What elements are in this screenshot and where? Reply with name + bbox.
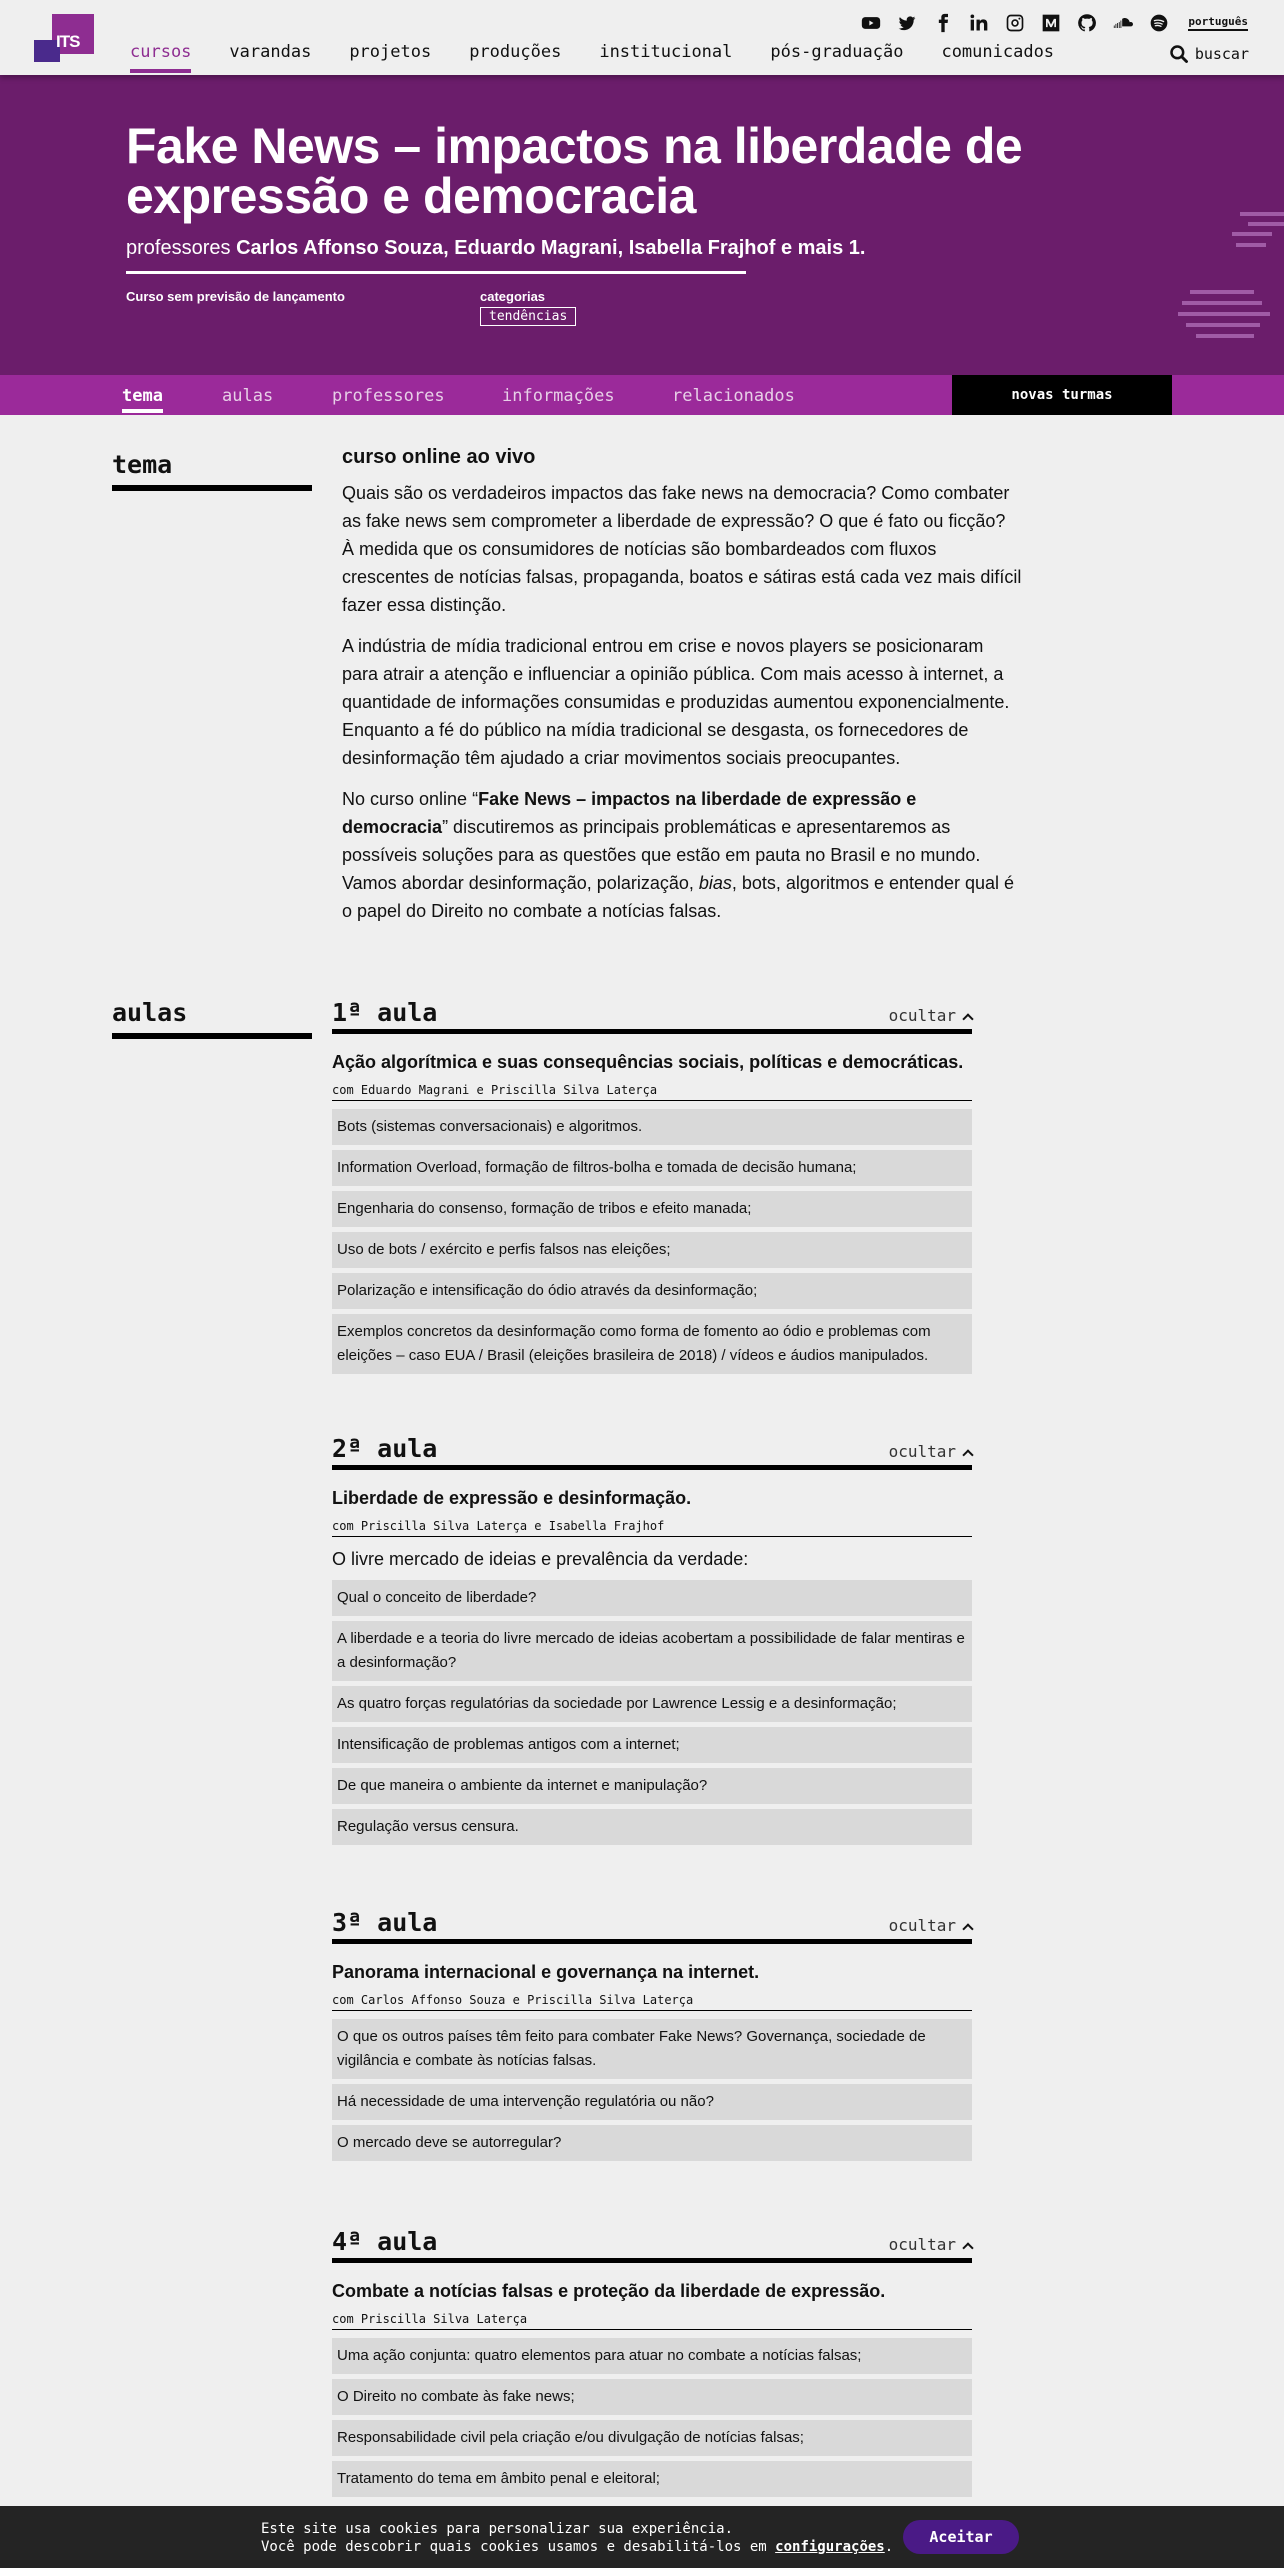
topic-item: O Direito no combate às fake news; (332, 2379, 972, 2415)
instagram-icon[interactable] (1004, 12, 1026, 34)
aula-block (332, 2223, 972, 2502)
topic-item: Engenharia do consenso, formação de tribos e efeito manada; (332, 1191, 972, 1227)
aula-subtitle: Liberdade de expressão e desinformação. (332, 1488, 692, 1508)
aula-title: 2ª aula (332, 1434, 438, 1463)
topic-item: Responsabilidade civil pela criação e/ou divulgação de notícias falsas; (332, 2420, 972, 2456)
aula-subtitle: Panorama internacional e governança na internet. (332, 1962, 760, 1982)
chevron-up-icon (962, 1449, 973, 1460)
top-header (0, 0, 1284, 75)
tab-informacoes[interactable]: informações (502, 386, 615, 406)
language-switcher[interactable]: português (1188, 15, 1248, 31)
youtube-icon[interactable] (860, 12, 882, 34)
nav-comunicados[interactable]: comunicados (941, 42, 1055, 62)
tab-professores[interactable]: professores (332, 386, 445, 406)
cookie-text (261, 2520, 893, 2556)
aula-block (332, 1904, 972, 2166)
course-title: Fake News – impactos na liberdade de expressão e democracia (126, 118, 1023, 224)
soundcloud-icon[interactable] (1112, 12, 1134, 34)
hide-label: ocultar (888, 1916, 956, 1935)
hide-label: ocultar (888, 1442, 956, 1461)
decor-bar (1236, 243, 1266, 247)
topic-list (332, 2338, 972, 2497)
text-span: ” discutiremos as principais problemáticas e apresentaremos as possíveis soluções para as questões que estão em pauta no Brasil e no mundo. Vamos abordar desinformação, polarização, (342, 817, 981, 893)
hide-label: ocultar (888, 2235, 956, 2254)
topic-item: Uso de bots / exército e perfis falsos nas eleições; (332, 1232, 972, 1268)
linkedin-icon[interactable] (968, 12, 990, 34)
tab-aulas[interactable]: aulas (222, 386, 274, 406)
tema-paragraph (342, 785, 1022, 925)
aula-instructors: com Priscilla Silva Laterça (332, 2312, 972, 2330)
aula-header (332, 994, 972, 1034)
aula-instructors: com Priscilla Silva Laterça e Isabella Frajhof (332, 1519, 972, 1537)
twitter-icon[interactable] (896, 12, 918, 34)
topic-item: De que maneira o ambiente da internet e manipulação? (332, 1768, 972, 1804)
decor-bar (1178, 312, 1270, 316)
aula-title: 4ª aula (332, 2227, 438, 2256)
category-tag[interactable]: tendências (480, 307, 576, 326)
aulas-heading: aulas (112, 998, 312, 1039)
topic-item: O mercado deve se autorregular? (332, 2125, 972, 2161)
nav-pos-graduacao[interactable]: pós-graduação (770, 42, 904, 62)
topic-item: As quatro forças regulatórias da sociedade por Lawrence Lessig e a desinformação; (332, 1686, 972, 1722)
nav-projetos[interactable]: projetos (349, 42, 432, 62)
tab-tema[interactable]: tema (122, 386, 163, 413)
topic-item: Exemplos concretos da desinformação como forma de fomento ao ódio e problemas com eleições – caso EUA / Brasil (eleições brasileira de 2018) / vídeos e áudios manipulados. (332, 1314, 972, 1374)
tema-heading: tema (112, 450, 312, 491)
topic-item: Polarização e intensificação do ódio através da desinformação; (332, 1273, 972, 1309)
search-label: buscar (1194, 45, 1249, 63)
aula-title: 1ª aula (332, 998, 438, 1027)
topic-list (332, 1109, 972, 1374)
decor-bar (1232, 232, 1272, 236)
aula-header (332, 2223, 972, 2263)
text-span: . (884, 2539, 894, 2555)
hero-divider (126, 271, 746, 274)
nav-producoes[interactable]: produções (469, 42, 562, 62)
aula-subtitle: Ação algorítmica e suas consequências sociais, políticas e democráticas. (332, 1052, 964, 1072)
topic-item: A liberdade e a teoria do livre mercado de ideias acobertam a possibilidade de falar mentiras e a desinformação? (332, 1621, 972, 1681)
logo-text: ITS (56, 32, 80, 51)
topic-item: Regulação versus censura. (332, 1809, 972, 1845)
nav-varandas[interactable]: varandas (229, 42, 312, 62)
cookie-banner (0, 2506, 1284, 2568)
topic-list (332, 2019, 972, 2161)
main-nav (130, 42, 1092, 73)
topic-item: Uma ação conjunta: quatro elementos para atuar no combate a notícias falsas; (332, 2338, 972, 2374)
topic-item: O que os outros países têm feito para combater Fake News? Governança, sociedade de vigilância e combate às notícias falsas. (332, 2019, 972, 2079)
tema-content (342, 446, 1022, 938)
topic-item: Qual o conceito de liberdade? (332, 1580, 972, 1616)
search-icon (1169, 44, 1189, 64)
professors-prefix: professores (126, 237, 237, 259)
decor-bar (1190, 290, 1254, 294)
its-logo[interactable] (34, 14, 94, 62)
tema-subtitle: curso online ao vivo (342, 446, 536, 468)
topic-item: Bots (sistemas conversacionais) e algoritmos. (332, 1109, 972, 1145)
decor-bar (1186, 323, 1260, 327)
medium-icon[interactable] (1040, 12, 1062, 34)
course-hero (0, 75, 1284, 375)
decor-bar (1182, 301, 1262, 305)
decor-bar (1240, 212, 1284, 216)
text-span: Você pode descobrir quais cookies usamos e desabilitá-los em (261, 2539, 776, 2555)
course-name-bold: Fake News – impactos na liberdade de expressão e democracia (342, 789, 917, 837)
hide-toggle[interactable] (889, 1006, 972, 1025)
nav-institucional[interactable]: institucional (599, 42, 733, 62)
categories-label: categorias (480, 289, 546, 304)
github-icon[interactable] (1076, 12, 1098, 34)
aula-block (332, 994, 972, 1379)
chevron-up-icon (962, 1923, 973, 1934)
hide-label: ocultar (888, 1006, 956, 1025)
social-links (860, 12, 1248, 34)
topic-list (332, 1580, 972, 1845)
search-button[interactable] (1169, 44, 1249, 64)
topic-item: Information Overload, formação de filtros-bolha e tomada de decisão humana; (332, 1150, 972, 1186)
topic-item: Tratamento do tema em âmbito penal e eleitoral; (332, 2461, 972, 2497)
launch-status: Curso sem previsão de lançamento (126, 289, 345, 304)
novas-turmas-button[interactable]: novas turmas (952, 375, 1172, 415)
spotify-icon[interactable] (1148, 12, 1170, 34)
hide-toggle[interactable] (889, 1442, 972, 1461)
chevron-up-icon (962, 2242, 973, 2253)
decor-bar (1196, 334, 1254, 338)
cookie-line: Este site usa cookies para personalizar sua experiência. (261, 2521, 734, 2537)
hide-toggle[interactable] (889, 2235, 972, 2254)
aula-intro: O livre mercado de ideias e prevalência da verdade: (332, 1549, 749, 1569)
professors-names[interactable]: Carlos Affonso Souza, Eduardo Magrani, Isabella Frajhof e mais 1. (236, 237, 866, 259)
decor-bar (1248, 222, 1284, 226)
chevron-up-icon (962, 1013, 973, 1024)
bias-italic: bias (698, 873, 732, 893)
aula-subtitle: Combate a notícias falsas e proteção da liberdade de expressão. (332, 2281, 886, 2301)
aula-instructors: com Carlos Affonso Souza e Priscilla Silva Laterça (332, 1993, 972, 2011)
aula-header (332, 1430, 972, 1470)
text-span: No curso online “ (342, 789, 479, 809)
topic-item: Intensificação de problemas antigos com a internet; (332, 1727, 972, 1763)
accept-cookies-button[interactable]: Aceitar (903, 2520, 1019, 2554)
course-professors (126, 237, 865, 260)
facebook-icon[interactable] (932, 12, 954, 34)
topic-item: Há necessidade de uma intervenção regulatória ou não? (332, 2084, 972, 2120)
aula-instructors: com Eduardo Magrani e Priscilla Silva Laterça (332, 1083, 972, 1101)
hide-toggle[interactable] (889, 1916, 972, 1935)
tema-paragraph: A indústria de mídia tradicional entrou em crise e novos players se posicionaram para atrair a atenção e influenciar a opinião pública. Com mais acesso à internet, a quantidade de informações consumidas e produzidas aumentou exponencialmente. Enquanto a fé do público na mídia tradicional se desgasta, os fornecedores de desinformação têm ajudado a criar movimentos sociais preocupantes. (342, 636, 1010, 768)
nav-cursos[interactable]: cursos (130, 42, 191, 73)
tema-paragraph: Quais são os verdadeiros impactos das fake news na democracia? Como combater as fake news sem comprometer a liberdade de expressão? O que é fato ou ficção? À medida que os consumidores de notícias são bombardeados com fluxos crescentes de notícias falsas, propaganda, boatos e sátiras está cada vez mais difícil fazer essa distinção. (342, 483, 1022, 615)
tab-relacionados[interactable]: relacionados (672, 386, 795, 406)
aula-title: 3ª aula (332, 1908, 438, 1937)
aula-block (332, 1430, 972, 1850)
text-span: , bots, algoritmos e entender qual é o papel do Direito no combate a notícias falsas. (342, 873, 1015, 921)
aula-header (332, 1904, 972, 1944)
cookie-settings-link[interactable]: configurações (775, 2539, 885, 2555)
cookie-line (261, 2538, 893, 2556)
